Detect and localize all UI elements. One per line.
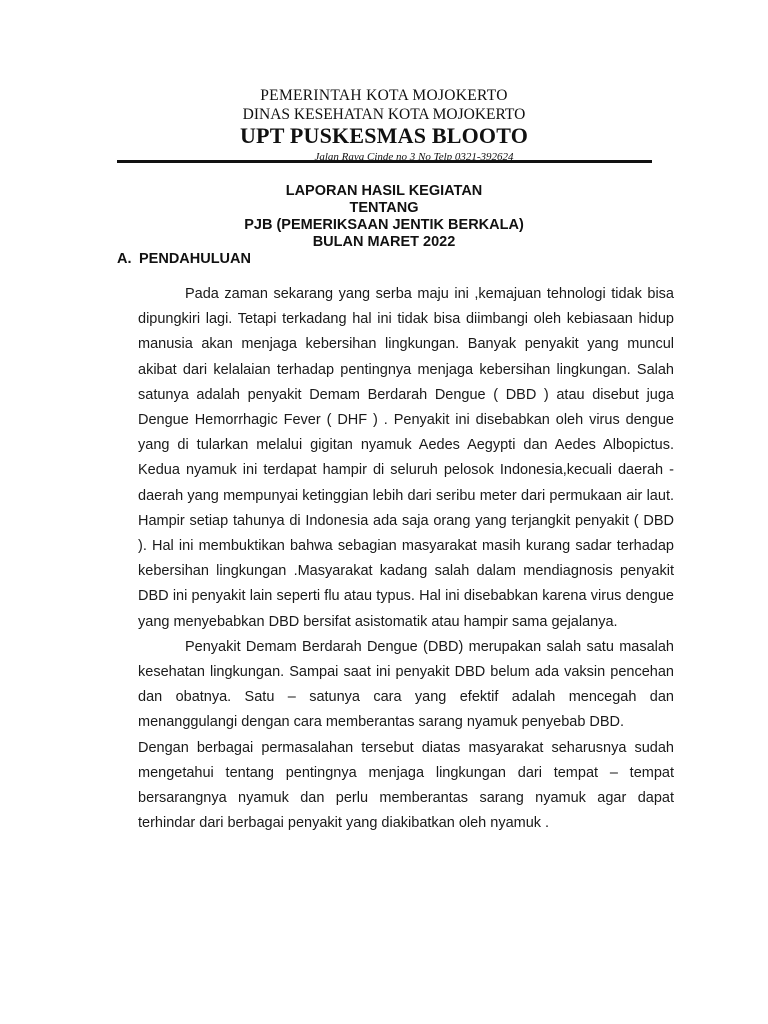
paragraph-2: Penyakit Demam Berdarah Dengue (DBD) merupakan salah satu masalah kesehatan lingkungan. Sampai saat ini penyakit DBD belum ada vaksin pencehan dan obatnya. Satu – satunya cara yang efektif adalah mencegah dan menanggulangi dengan cara memberantas sarang nyamuk penyebab DBD. — [138, 638, 674, 731]
report-title-line2: TENTANG — [349, 200, 419, 216]
report-title-line3: PJB (PEMERIKSAAN JENTIK BERKALA) — [244, 217, 524, 233]
section-heading — [117, 251, 251, 268]
section-letter: A. — [117, 251, 132, 267]
letterhead-address: Jalan Raya Cinde no 3 No Telp 0321-392624 — [314, 151, 514, 163]
letterhead-government: PEMERINTAH KOTA MOJOKERTO — [260, 87, 508, 104]
paragraph-1: Pada zaman sekarang yang serba maju ini ,kemajuan tehnologi tidak bisa dipungkiri lagi. Tetapi terkadang hal ini tidak bisa diimbangi oleh kebiasaan hidup manusia akan menjaga kebersihan lingkungan. Banyak penyakit yang muncul akibat dari kelalaian terhadap pentingnya menjaga kebersihan lingkungan. Salah satunya adalah penyakit Demam Berdarah Dengue ( DBD ) atau disebut juga Dengue Hemorrhagic Fever ( DHF ) . Penyakit ini disebabkan oleh virus dengue yang di tularkan melalui gigitan nyamuk Aedes Aegypti dan Aedes Albopictus. Kedua nyamuk ini terdapat hampir di seluruh pelosok Indonesia,kecuali daerah - daerah yang mempunyai ketinggian lebih dari seribu meter dari permukaan air laut. Hampir setiap tahunya di Indonesia ada saja orang yang terjangkit penyakit ( DBD ). Hal ini membuktikan bahwa sebagian masyarakat masih kurang sadar terhadap kebersihan lingkungan .Masyarakat kadang salah dalam mendiagnosis penyakit DBD ini penyakit lain seperti flu atau typus. Hal ini disebabkan karena virus dengue yang menyebabkan DBD bersifat asistomatik atau hampir sama gejalanya. — [138, 286, 674, 630]
letterhead-divider — [117, 160, 652, 163]
letterhead-institution: UPT PUSKESMAS BLOOTO — [239, 123, 529, 148]
paragraph-3: Dengan berbagai permasalahan tersebut diatas masyarakat seharusnya sudah mengetahui tentang pentingnya menjaga lingkungan dari tempat – tempat bersarangnya nyamuk dan perlu memberantas sarang nyamuk agar dapat terhindar dari berbagai penyakit yang diakibatkan oleh nyamuk . — [138, 739, 674, 832]
body-text — [138, 282, 674, 836]
report-title — [0, 183, 768, 251]
section-title: PENDAHULUAN — [139, 251, 251, 267]
report-title-line4: BULAN MARET 2022 — [312, 234, 456, 250]
report-title-line1: LAPORAN HASIL KEGIATAN — [285, 183, 483, 199]
letterhead-department: DINAS KESEHATAN KOTA MOJOKERTO — [242, 106, 526, 123]
